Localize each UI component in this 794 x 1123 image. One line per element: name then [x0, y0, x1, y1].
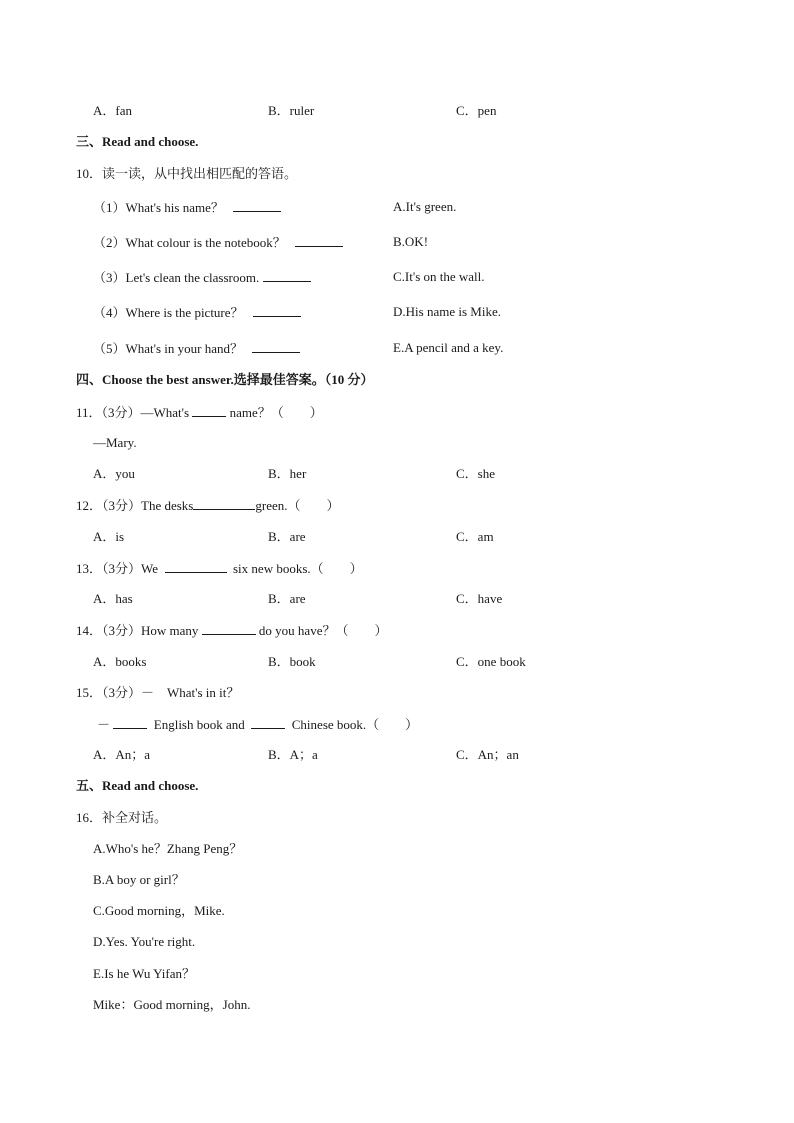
q10-right-c: C.It's on the wall. — [393, 269, 485, 284]
q10-right-d: D.His name is Mike. — [393, 304, 501, 319]
q12-option-a: A．is — [93, 529, 125, 544]
answer-blank[interactable] — [113, 716, 147, 729]
q15-stem: 15．（3分）－ What's in it？ — [76, 685, 240, 700]
answer-blank[interactable] — [251, 716, 285, 729]
answer-blank[interactable] — [202, 622, 256, 635]
q13-option-c: C．have — [456, 591, 503, 606]
q16-dialog-line: Mike：Good morning，John. — [93, 997, 251, 1012]
q10-stem: 10．读一读，从中找出相匹配的答语。 — [76, 166, 298, 181]
section3-title: 三、Read and choose. — [76, 134, 199, 149]
answer-blank[interactable] — [165, 560, 227, 573]
q9-option-a: A．fan — [93, 103, 132, 118]
q11-option-b: B．her — [268, 466, 307, 481]
q15-option-a: A．An；a — [93, 747, 151, 762]
q16-option-d: D.Yes. You're right. — [93, 934, 196, 949]
q10-right-e: E.A pencil and a key. — [393, 340, 504, 355]
q10-left-5: （5）What's in your hand？ — [93, 340, 300, 357]
q10-right-a: A.It's green. — [393, 199, 457, 214]
answer-blank[interactable] — [193, 497, 255, 510]
answer-blank[interactable] — [295, 234, 343, 247]
q10-left-1: （1）What's his name？ — [93, 199, 281, 216]
q16-option-e: E.Is he Wu Yifan？ — [93, 966, 196, 981]
answer-blank[interactable] — [233, 199, 281, 212]
q12-stem: 12．（3分）The desks green.（ ） — [76, 498, 340, 513]
q16-stem: 16．补全对话。 — [76, 810, 168, 825]
q11-option-a: A．you — [93, 466, 135, 481]
q15-option-b: B．A；a — [268, 747, 318, 762]
q13-option-b: B．are — [268, 591, 306, 606]
q16-option-c: C.Good morning，Mike. — [93, 903, 225, 918]
q9-option-b: B．ruler — [268, 103, 315, 118]
q11-stem: 11．（3分）—What's name？（ ） — [76, 405, 323, 420]
q12-option-c: C．am — [456, 529, 494, 544]
q10-left-4: （4）Where is the picture？ — [93, 304, 301, 321]
q16-option-b: B.A boy or girl？ — [93, 872, 185, 887]
q16-option-a: A.Who's he？Zhang Peng？ — [93, 841, 243, 856]
q10-left-3: （3）Let's clean the classroom. — [93, 269, 311, 286]
q14-option-b: B．book — [268, 654, 316, 669]
q13-stem: 13．（3分）We six new books.（ ） — [76, 561, 363, 576]
q15-option-c: C．An；an — [456, 747, 519, 762]
q10-left-2: （2）What colour is the notebook？ — [93, 234, 343, 251]
q9-option-c: C．pen — [456, 103, 497, 118]
q14-option-a: A．books — [93, 654, 147, 669]
q15-line: － English book and Chinese book.（ ） — [97, 717, 419, 732]
answer-blank[interactable] — [192, 404, 226, 417]
q14-option-c: C．one book — [456, 654, 526, 669]
q10-right-b: B.OK! — [393, 234, 429, 249]
answer-blank[interactable] — [252, 340, 300, 353]
answer-blank[interactable] — [263, 269, 311, 282]
section5-title: 五、Read and choose. — [76, 778, 199, 793]
q12-option-b: B．are — [268, 529, 306, 544]
q13-option-a: A．has — [93, 591, 133, 606]
answer-blank[interactable] — [253, 304, 301, 317]
q11-option-c: C．she — [456, 466, 496, 481]
q11-reply: —Mary. — [93, 435, 137, 450]
q14-stem: 14．（3分）How many do you have？（ ） — [76, 623, 388, 638]
section4-title: 四、Choose the best answer.选择最佳答案。（10 分） — [76, 372, 374, 387]
